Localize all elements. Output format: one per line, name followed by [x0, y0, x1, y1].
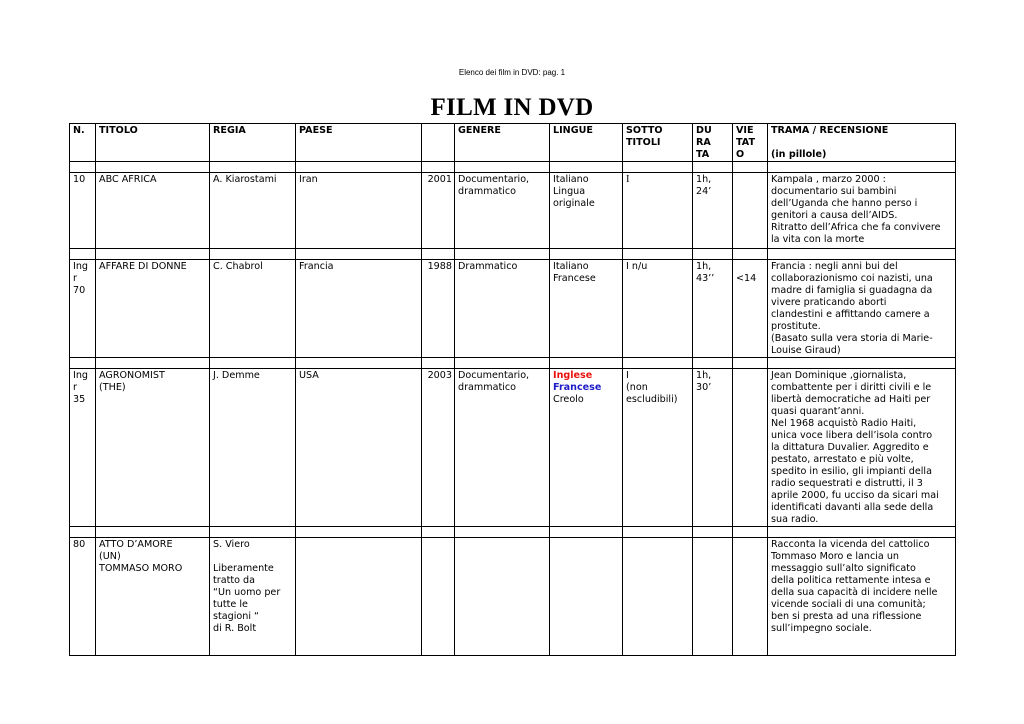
- cell-num: Ing r 70: [70, 260, 96, 358]
- cell-vietato: [733, 369, 768, 527]
- cell-vietato: [733, 260, 768, 358]
- cell-vietato: [733, 173, 768, 249]
- cell-durata: 1h, 24’: [693, 173, 733, 249]
- cell-num: 80: [70, 538, 96, 656]
- col-header-genere: GENERE: [455, 124, 550, 162]
- cell-trama: Jean Dominique ,giornalista, combattente per i diritti civili e le libertà democratiche ad Haiti per quasi quarant’anni. Nel 1968 acquistò Radio Haiti, unica voce libera dell’isola contro la dittatura Duvalier. Aggredito e pestato, arrestato e più volte, spedito in esilio, gli impianti della radio sequestrati e distrutti, il 3 aprile 2000, fu ucciso da sicari mai identificati davanti alla sede della sua radio.: [768, 369, 956, 527]
- cell-durata: 1h, 30’: [693, 369, 733, 527]
- cell-trama: Racconta la vicenda del cattolico Tommaso Moro e lancia un messaggio sull’alto significato della politica rettamente intesa e della sua capacità di incidere nelle vicende sociali di una comunità; ben si presta ad una riflessione sull’impegno sociale.: [768, 538, 956, 656]
- col-header-paese: PAESE: [296, 124, 422, 162]
- cell-genere: [455, 538, 550, 656]
- cell-sottotitoli: I: [623, 173, 693, 249]
- cell-durata: 1h, 43’’: [693, 260, 733, 358]
- cell-anno: 1988: [422, 260, 455, 358]
- cell-lingue: Italiano Lingua originale: [550, 173, 623, 249]
- col-header-num: N.: [70, 124, 96, 162]
- cell-paese: [296, 538, 422, 656]
- cell-sottotitoli: I n/u: [623, 260, 693, 358]
- cell-anno: [422, 538, 455, 656]
- vietato-value: <14: [736, 273, 757, 284]
- lingua-creolo: Creolo: [553, 394, 584, 405]
- cell-paese: Francia: [296, 260, 422, 358]
- cell-genere: Documentario, drammatico: [455, 369, 550, 527]
- col-header-anno: [422, 124, 455, 162]
- col-header-trama: [768, 124, 956, 162]
- page-header: Elenco dei film in DVD: pag. 1: [458, 68, 566, 77]
- cell-num: Ing r 35: [70, 369, 96, 527]
- cell-num: 10: [70, 173, 96, 249]
- table-row: [70, 538, 956, 656]
- col-header-sottotitoli: SOTTO TITOLI: [623, 124, 693, 162]
- cell-durata: [693, 538, 733, 656]
- table-row: [70, 369, 956, 527]
- col-header-regia: REGIA: [210, 124, 296, 162]
- cell-trama: Francia : negli anni bui del collaborazionismo coi nazisti, una madre di famiglia si guadagna da vivere praticando aborti clandestini e affittando camere a prostitute. (Basato sulla vera storia di Marie- Louise Giraud): [768, 260, 956, 358]
- cell-lingue: Italiano Francese: [550, 260, 623, 358]
- col-header-titolo: TITOLO: [96, 124, 210, 162]
- cell-titolo: ATTO D’AMORE (UN) TOMMASO MORO: [96, 538, 210, 656]
- table-row: [70, 260, 956, 358]
- cell-regia: J. Demme: [210, 369, 296, 527]
- cell-sottotitoli: I (non escludibili): [623, 369, 693, 527]
- cell-titolo: AGRONOMIST (THE): [96, 369, 210, 527]
- cell-anno: 2003: [422, 369, 455, 527]
- cell-lingue: [550, 369, 623, 527]
- cell-trama: Kampala , marzo 2000 : documentario sui bambini dell’Uganda che hanno perso i genitori a causa dell’AIDS. Ritratto dell’Africa che fa convivere la vita con la morte: [768, 173, 956, 249]
- page-title: FILM IN DVD: [430, 94, 594, 121]
- cell-paese: Iran: [296, 173, 422, 249]
- cell-genere: Drammatico: [455, 260, 550, 358]
- spacer-row: [70, 358, 956, 369]
- spacer-row: [70, 527, 956, 538]
- spacer-row: [70, 162, 956, 173]
- header-row: [70, 124, 956, 162]
- col-header-lingue: LINGUE: [550, 124, 623, 162]
- trama-header-title: TRAMA / RECENSIONE: [771, 125, 889, 136]
- cell-paese: USA: [296, 369, 422, 527]
- cell-regia: A. Kiarostami: [210, 173, 296, 249]
- cell-titolo: AFFARE DI DONNE: [96, 260, 210, 358]
- cell-regia: C. Chabrol: [210, 260, 296, 358]
- lingua-inglese: Inglese: [553, 370, 593, 381]
- cell-titolo: ABC AFRICA: [96, 173, 210, 249]
- cell-genere: Documentario, drammatico: [455, 173, 550, 249]
- spacer-row: [70, 249, 956, 260]
- film-table: [69, 123, 956, 656]
- col-header-durata: DU RA TA: [693, 124, 733, 162]
- cell-lingue: [550, 538, 623, 656]
- lingua-francese: Francese: [553, 382, 602, 393]
- trama-header-subtitle: (in pillole): [771, 149, 827, 160]
- table-row: [70, 173, 956, 249]
- cell-anno: 2001: [422, 173, 455, 249]
- cell-vietato: [733, 538, 768, 656]
- col-header-vietato: VIE TAT O: [733, 124, 768, 162]
- cell-sottotitoli: [623, 538, 693, 656]
- cell-regia: S. Viero Liberamente tratto da “Un uomo per tutte le stagioni “ di R. Bolt: [210, 538, 296, 656]
